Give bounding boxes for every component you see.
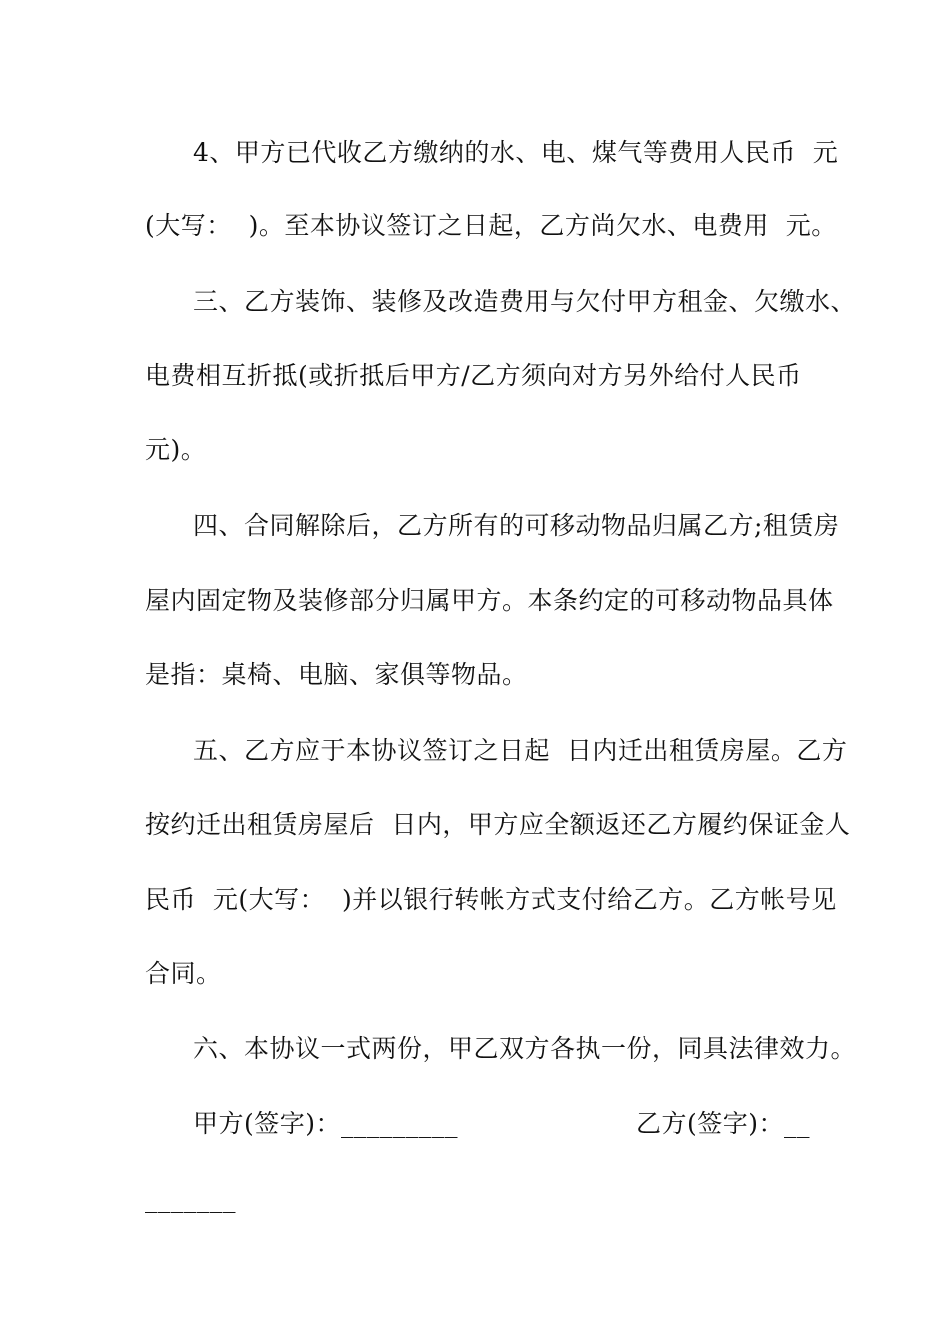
paragraph-line: 屋内固定物及装修部分归属甲方。本条约定的可移动物品具体 [145, 586, 834, 615]
paragraph-line: 五、乙方应于本协议签订之日起 日内迁出租赁房屋。乙方 [193, 736, 848, 765]
paragraph-line: 四、合同解除后，乙方所有的可移动物品归属乙方;租赁房 [193, 511, 840, 540]
paragraph-line: 合同。 [145, 959, 222, 988]
paragraph-line: 4、甲方已代收乙方缴纳的水、电、煤气等费用人民币 元 [193, 138, 839, 167]
party-b-signature: 乙方(签字)：__ [636, 1109, 811, 1138]
paragraph-line: 元)。 [145, 435, 207, 464]
paragraph-line: 是指：桌椅、电脑、家俱等物品。 [145, 660, 528, 689]
paragraph-line: 民币 元(大写： )并以银行转帐方式支付给乙方。乙方帐号见 [145, 885, 837, 914]
party-a-signature: 甲方(签字)：_________ [193, 1109, 459, 1138]
paragraph-line: 六、本协议一式两份，甲乙双方各执一份，同具法律效力。 [193, 1034, 857, 1063]
paragraph-line: 按约迁出租赁房屋后 日内，甲方应全额返还乙方履约保证金人 [145, 810, 851, 839]
paragraph-line: (大写： )。至本协议签订之日起，乙方尚欠水、电费用 元。 [145, 211, 837, 240]
signature-continuation: _______ [145, 1184, 236, 1213]
paragraph-line: 电费相互折抵(或折抵后甲方/乙方须向对方另外给付人民币 [145, 361, 802, 390]
paragraph-line: 三、乙方装饰、装修及改造费用与欠付甲方租金、欠缴水、 [193, 287, 857, 316]
